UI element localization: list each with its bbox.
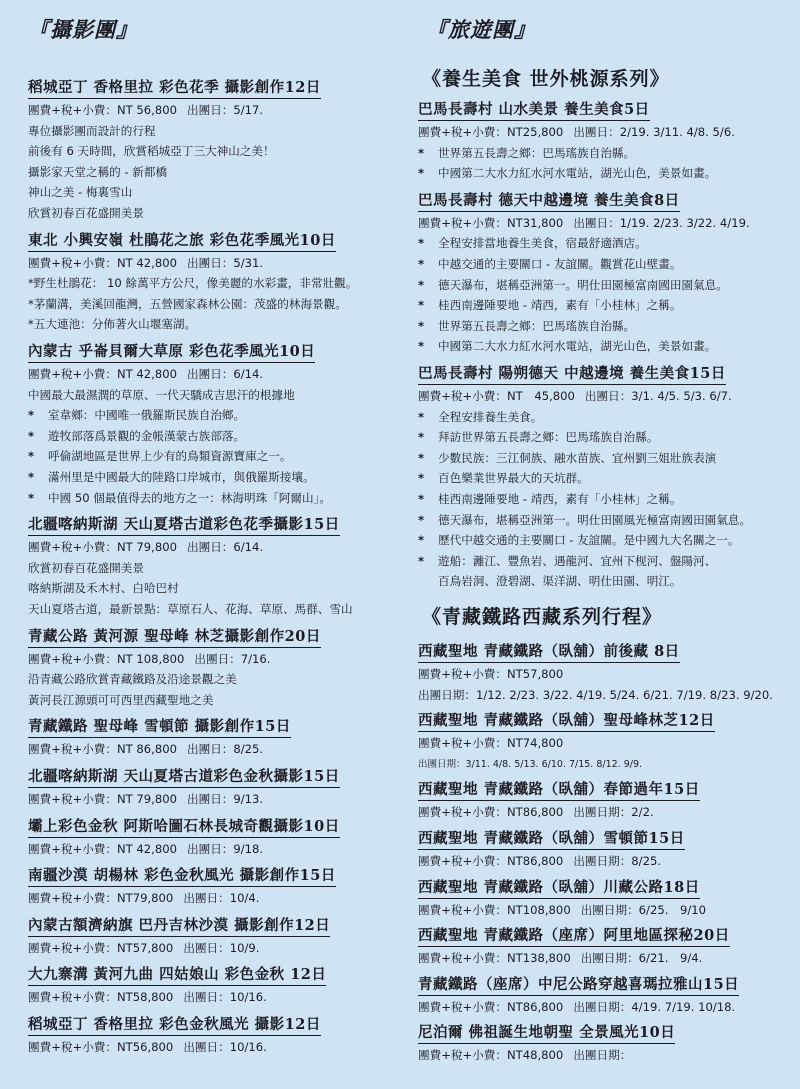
- tour-departure-dates: 出團日期：6/25. 9/10: [580, 902, 707, 917]
- tour-detail-text: *茅蘭溝，美溪回龍灣，五營國家森林公園：茂盛的林海景觀。: [28, 296, 347, 311]
- tour-price-row: [28, 1039, 267, 1055]
- tour-price: 團費+稅+小費：NT 42,800: [28, 841, 177, 856]
- tour-detail-line: [28, 490, 331, 506]
- tour-detail-text: 拜訪世界第五長壽之鄉：巴馬瑤族自治縣。: [438, 430, 659, 445]
- tour-title: 西藏聖地 青藏鐵路（臥舖）春節過年15日: [418, 778, 700, 801]
- tour-price-row: [28, 841, 263, 857]
- tour-title: 青藏鐵路 聖母峰 雪頓節 攝影創作15日: [28, 715, 291, 738]
- tour-detail-line: [418, 256, 681, 272]
- tour-price-row: [28, 102, 263, 118]
- tour-departure-dates: 出團日：9/18.: [187, 841, 264, 856]
- tour-departure-dates: 出團日：9/13.: [187, 792, 264, 806]
- tour-departure-dates: 出團日：6/14.: [187, 367, 264, 381]
- bullet-marker: *: [418, 318, 425, 333]
- tour-price: 團費+稅+小費：NT79,800: [28, 891, 174, 906]
- tour-price-row: [418, 999, 735, 1015]
- tour-title: 北疆喀納斯湖 天山夏塔古道彩色花季攝影15日: [28, 513, 340, 536]
- tour-detail-line: [28, 560, 144, 576]
- tour-detail-text: *野生杜鵑花： 10 餘萬平方公尺，像美麗的水彩畫，非常壯觀。: [28, 276, 358, 291]
- tour-detail-text: 沿青藏公路欣賞青藏鐵路及沿途景觀之美: [28, 672, 237, 687]
- tour-price: 團費+稅+小費：NT 42,800: [28, 367, 177, 381]
- tour-detail-line: [418, 277, 728, 293]
- tour-detail-line: [418, 470, 589, 486]
- tour-price: 團費+稅+小費：NT108,800: [418, 902, 571, 917]
- tour-detail-text: 神山之美 - 梅裏雪山: [28, 185, 133, 200]
- tour-detail-text: 歷代中越交通的主要關口 - 友誼關。是中國九大名關之一。: [438, 533, 740, 548]
- tour-price-row: [418, 215, 750, 231]
- bullet-marker: *: [418, 553, 425, 568]
- tour-detail-text: 天山夏塔古道，最新景點：草原石人、花海、草原、馬群、雪山: [28, 602, 353, 616]
- tour-departure-dates: 出團日期：2/2.: [573, 805, 654, 820]
- tour-price-row: [28, 255, 263, 271]
- tour-detail-text: 滿州里是中國最大的陸路口岸城市，與俄羅斯接壤。: [48, 470, 315, 484]
- tour-price: 團費+稅+小費：NT 45,800: [418, 389, 575, 403]
- tour-title: 西藏聖地 青藏鐵路（臥舖）前後藏 8日: [418, 640, 680, 663]
- tour-price-row: [28, 539, 263, 555]
- tour-detail-text: 百鳥岩洞、澄碧湖、渠洋湖、明仕田園、明江。: [438, 574, 682, 589]
- tour-price: 團費+稅+小費：NT 56,800: [28, 103, 177, 117]
- tour-price-row: [418, 902, 706, 918]
- tour-price-row: [418, 388, 732, 404]
- tour-price-row: [418, 950, 702, 966]
- tour-title: 東北 小興安嶺 杜鵑花之旅 彩色花季風光10日: [28, 229, 336, 252]
- tour-price-row: [28, 989, 267, 1005]
- tour-detail-text: 德天瀑布，堪稱亞洲第一。明仕田園風光極富南國田園氣息。: [438, 512, 752, 527]
- tour-price-row: [28, 940, 259, 956]
- tour-detail-text: 桂西南邊陲要地 - 靖西，素有「小桂林」之稱。: [438, 492, 682, 506]
- tour-departure-dates: 出團日：10/16.: [183, 1040, 267, 1054]
- tour-detail-line: [28, 692, 214, 708]
- bullet-marker: *: [418, 145, 425, 160]
- tour-detail-line: [418, 297, 681, 313]
- tour-detail-line: [418, 532, 739, 548]
- series-title-tibet: 《青藏鐵路西藏系列行程》: [422, 606, 663, 628]
- tour-departure-dates: 出團日：10/9.: [183, 940, 260, 955]
- tour-price: 團費+稅+小費：NT 79,800: [28, 792, 177, 806]
- tour-detail-line: [28, 164, 167, 180]
- tour-price: 團費+稅+小費：NT 79,800: [28, 540, 177, 555]
- tour-departure-dates: 出團日：1/19. 2/23. 3/22. 4/19.: [573, 215, 750, 230]
- bullet-marker: *: [418, 492, 425, 506]
- tour-price-row: [418, 666, 563, 682]
- tour-price-row: [418, 804, 654, 820]
- tour-price: 團費+稅+小費：NT86,800: [418, 854, 564, 868]
- tour-detail-text: 中越交通的主要關口 - 友誼關。觀賞花山壁畫。: [438, 257, 682, 271]
- tour-detail-line: [28, 407, 245, 423]
- tour-detail-line: [418, 429, 658, 445]
- tour-departure-dates: 出團日：5/31.: [187, 255, 264, 270]
- bullet-marker: *: [418, 533, 425, 548]
- tour-detail-line: [28, 428, 245, 444]
- tour-detail-text: 百色樂業世界最大的天坑群。: [438, 471, 589, 486]
- tour-detail-line: [418, 491, 681, 507]
- tour-title: 巴馬長壽村 山水美景 養生美食5日: [418, 98, 650, 121]
- tour-price: 團費+稅+小費：NT138,800: [418, 951, 571, 966]
- tour-departure-dates: 出團日：10/16.: [183, 990, 267, 1005]
- tour-detail-line: [418, 145, 635, 161]
- tour-price-row: [418, 735, 563, 751]
- tour-detail-text: 喀納斯湖及禾木村、白哈巴村: [28, 581, 179, 596]
- tour-detail-line: [418, 450, 716, 466]
- tour-detail-text: 室韋鄉：中國唯一俄羅斯民族自治鄉。: [48, 408, 246, 423]
- tour-departure-dates: 出團日期：4/19. 7/19. 10/18.: [573, 999, 736, 1014]
- tour-departure-dates: 出團日：5/17.: [187, 103, 264, 117]
- tour-price: 團費+稅+小費：NT48,800: [418, 1048, 564, 1063]
- tour-price: 團費+稅+小費：NT57,800: [28, 940, 174, 955]
- bullet-marker: *: [418, 257, 425, 271]
- tour-detail-text: 出團日期：3/11. 4/8. 5/13. 6/10. 7/15. 8/12. 9/9.: [418, 758, 643, 770]
- tour-price: 團費+稅+小費：NT58,800: [28, 990, 174, 1005]
- tour-price-row: [28, 791, 263, 807]
- tour-detail-text: 德天瀑布，堪稱亞洲第一。明仕田園極富南國田園氣息。: [438, 277, 728, 292]
- tour-title: 巴馬長壽村 德天中越邊境 養生美食8日: [418, 189, 680, 212]
- tour-price: 團費+稅+小費：NT86,800: [418, 999, 564, 1014]
- tour-detail-line: [28, 275, 357, 291]
- tour-detail-line: [28, 143, 275, 159]
- tour-detail-line: [418, 687, 773, 703]
- tour-title: 尼泊爾 佛祖誕生地朝聖 全景風光10日: [418, 1021, 675, 1044]
- bullet-marker: *: [418, 166, 425, 181]
- tour-detail-text: 前後有 6 天時間，欣賞稻城亞丁三大神山之美！: [28, 144, 275, 159]
- tour-price: 團費+稅+小費：NT25,800: [418, 125, 564, 139]
- tour-price: 團費+稅+小費：NT 108,800: [28, 651, 185, 666]
- tour-detail-line: [28, 387, 295, 403]
- tour-detail-text: 中國最大最濕潤的草原、一代天驕成吉思汗的根據地: [28, 387, 295, 402]
- tour-detail-line: [28, 123, 156, 139]
- tour-detail-text: 欣賞初春百花盛開美景: [28, 206, 144, 220]
- tour-title: 巴馬長壽村 陽朔德天 中越邊境 養生美食15日: [418, 362, 726, 385]
- tour-detail-line: [28, 448, 291, 464]
- bullet-marker: *: [28, 408, 35, 423]
- tour-departure-dates: 出團日：10/4.: [183, 891, 260, 906]
- tour-title: 內蒙古 乎崙貝爾大草原 彩色花季風光10日: [28, 340, 315, 363]
- tour-title: 西藏聖地 青藏鐵路（臥舖）雪頓節15日: [418, 827, 685, 850]
- tour-title: 稻城亞丁 香格里拉 彩色金秋風光 攝影12日: [28, 1013, 321, 1036]
- tour-detail-text: *五大連池：分佈著火山堰塞湖。: [28, 317, 197, 332]
- tour-departure-dates: 出團日：7/16.: [194, 651, 271, 666]
- tour-detail-text: 世界第五長壽之鄉：巴馬瑤族自治縣。: [438, 318, 636, 333]
- tour-title: 大九寨溝 黃河九曲 四姑娘山 彩色金秋 12日: [28, 963, 326, 986]
- tour-detail-text: 世界第五長壽之鄉：巴馬瑤族自治縣。: [438, 145, 636, 160]
- tour-departure-dates: 出團日：2/19. 3/11. 4/8. 5/6.: [573, 125, 735, 139]
- tour-title: 內蒙古額濟納旗 巴丹吉林沙漠 攝影創作12日: [28, 914, 330, 937]
- tour-title: 南疆沙漠 胡楊林 彩色金秋風光 攝影創作15日: [28, 864, 336, 887]
- tour-price: 團費+稅+小費：NT56,800: [28, 1040, 174, 1054]
- bullet-marker: *: [418, 512, 425, 527]
- tour-title: 西藏聖地 青藏鐵路（臥舖）聖母峰林芝12日: [418, 709, 715, 732]
- tour-detail-line: [418, 318, 635, 334]
- tour-price-row: [28, 366, 263, 382]
- tour-price: 團費+稅+小費：NT86,800: [418, 805, 564, 820]
- tour-title: 北疆喀納斯湖 天山夏塔古道彩色金秋攝影15日: [28, 765, 340, 788]
- tour-detail-text: 呼倫湖地區是世界上少有的鳥類資源寶庫之一。: [48, 449, 292, 464]
- tour-title: 壩上彩色金秋 阿斯哈圖石林長城奇觀攝影10日: [28, 815, 340, 838]
- bullet-marker: *: [28, 449, 35, 464]
- tour-departure-dates: 出團日：6/14.: [187, 540, 264, 555]
- tour-price-row: [418, 124, 735, 140]
- tour-detail-line: [28, 671, 237, 687]
- tour-detail-text: 專位攝影團而設計的行程: [28, 123, 156, 138]
- tour-detail-line: [28, 580, 179, 596]
- tour-detail-text: 中國第二大水力紅水河水電站，湖光山色，美景如畫。: [438, 339, 717, 354]
- tour-detail-line: [28, 601, 353, 617]
- bullet-marker: *: [418, 339, 425, 354]
- tour-title: 西藏聖地 青藏鐵路（臥舖）川藏公路18日: [418, 876, 700, 899]
- tour-price-row: [28, 651, 270, 667]
- tour-detail-text: 中國 50 個最值得去的地方之一：林海明珠「阿爾山」。: [48, 490, 331, 505]
- tour-detail-line: [28, 316, 196, 332]
- tour-detail-text: 少數民族：三江侗族、融水苗族、宜州劉三姐壯族表演: [438, 450, 717, 465]
- tour-detail-line: [418, 512, 751, 528]
- tour-detail-text: 全程安排當地養生美食，宿最舒適酒店。: [438, 236, 647, 251]
- tour-detail-line: [28, 184, 132, 200]
- tour-departure-dates: 出團日期：8/25.: [573, 854, 662, 868]
- tour-detail-line: [418, 338, 716, 354]
- tour-detail-text: 桂西南邊陲要地 - 靖西，素有「小桂林」之稱。: [438, 298, 682, 313]
- section-title-travel: 『旅遊團』: [426, 17, 536, 42]
- tour-detail-text: 遊船：灕江、豐魚岩、遇龍河、宜州下枧河、盤陽河、: [438, 553, 717, 568]
- tour-title: 稻城亞丁 香格里拉 彩色花季 攝影創作12日: [28, 76, 321, 99]
- tour-detail-line: [28, 296, 347, 312]
- bullet-marker: *: [418, 471, 425, 486]
- section-title-photography: 『攝影團』: [28, 17, 138, 42]
- tour-price: 團費+稅+小費：NT57,800: [418, 667, 564, 681]
- tour-price: 團費+稅+小費：NT 42,800: [28, 255, 177, 270]
- series-title-health-food: 《養生美食 世外桃源系列》: [422, 68, 670, 90]
- tour-detail-line: [418, 235, 647, 251]
- bullet-marker: *: [28, 490, 35, 505]
- tour-price: 團費+稅+小費：NT31,800: [418, 215, 564, 230]
- tour-title: 西藏聖地 青藏鐵路（座席）阿里地區探秘20日: [418, 924, 730, 947]
- tour-price-row: [28, 890, 259, 906]
- tour-detail-line: [418, 756, 642, 770]
- tour-departure-dates: 出團日期：: [573, 1048, 632, 1063]
- tour-price: 團費+稅+小費：NT74,800: [418, 736, 564, 751]
- tour-detail-text: 攝影家天堂之稱的 - 新都橋: [28, 164, 168, 179]
- bullet-marker: *: [418, 450, 425, 465]
- tour-detail-text: 欣賞初春百花盛開美景: [28, 560, 144, 575]
- tour-detail-line: [418, 553, 716, 569]
- tour-detail-text: 黃河長江源頭可可西里西藏聖地之美: [28, 692, 214, 707]
- tour-price-row: [28, 741, 263, 757]
- tour-departure-dates: 出團日：8/25.: [187, 742, 264, 757]
- tour-departure-dates: 出團日：3/1. 4/5. 5/3. 6/7.: [584, 389, 732, 403]
- tour-detail-line: [28, 205, 144, 221]
- bullet-marker: *: [418, 277, 425, 292]
- tour-detail-line: [418, 165, 716, 181]
- bullet-marker: *: [418, 298, 425, 313]
- tour-title: 青藏公路 黃河源 聖母峰 林芝攝影創作20日: [28, 625, 321, 648]
- tour-departure-dates: 出團日期：6/21. 9/4.: [580, 951, 703, 966]
- bullet-marker: *: [418, 409, 425, 424]
- tour-title: 青藏鐵路（座席）中尼公路穿越喜瑪拉雅山15日: [418, 973, 739, 996]
- tour-detail-text: 全程安排養生美食。: [438, 409, 543, 424]
- bullet-marker: *: [418, 430, 425, 445]
- bullet-marker: *: [28, 428, 35, 443]
- tour-detail-text: 遊牧部落爲景觀的金帳漢蒙古族部落。: [48, 428, 246, 443]
- tour-detail-line: [28, 469, 315, 485]
- tour-price-row: [418, 1047, 631, 1063]
- tour-detail-line: [418, 409, 542, 425]
- bullet-marker: *: [28, 470, 35, 484]
- tour-detail-line: [418, 573, 681, 589]
- tour-detail-text: 出團日期：1/12. 2/23. 3/22. 4/19. 5/24. 6/21. 7/19. 8/23. 9/20.: [418, 687, 773, 702]
- tour-detail-text: 中國第二大水力紅水河水電站，湖光山色，美景如畫。: [438, 166, 717, 181]
- tour-price-row: [418, 853, 661, 869]
- bullet-marker: *: [418, 236, 425, 251]
- tour-price: 團費+稅+小費：NT 86,800: [28, 742, 177, 757]
